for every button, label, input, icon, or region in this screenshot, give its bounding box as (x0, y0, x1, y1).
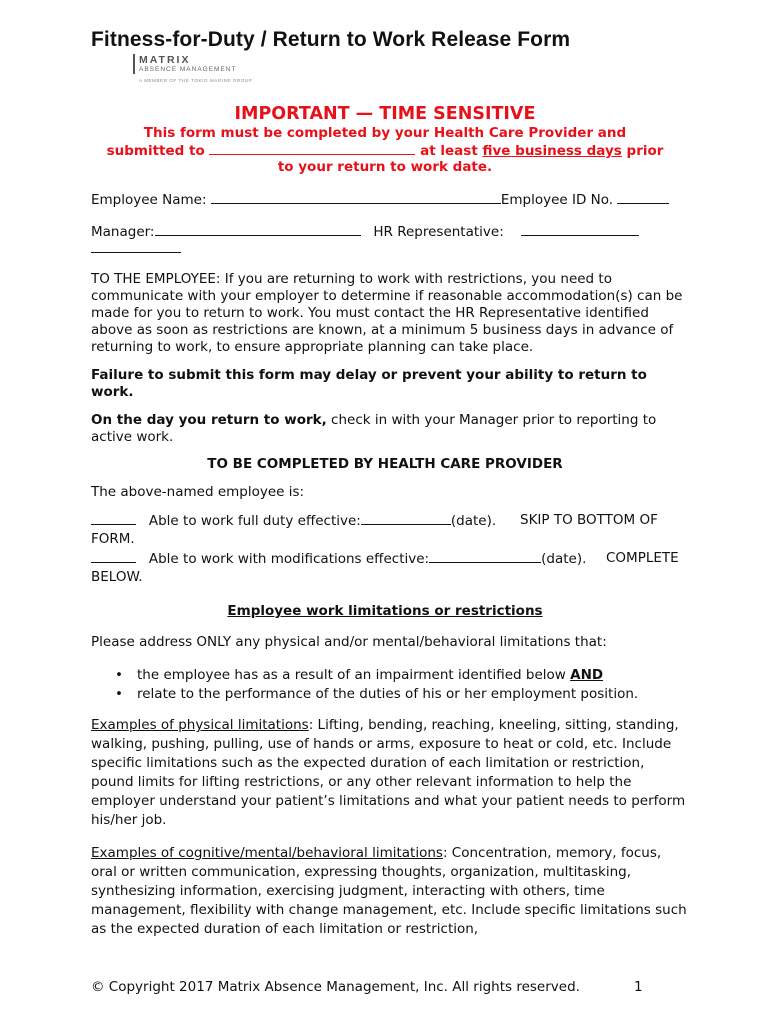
physical-limitations-paragraph (91, 716, 691, 830)
bullet-dot: • (115, 686, 123, 702)
logo-subtitle: ABSENCE MANAGEMENT (139, 66, 237, 73)
notice-submitted-to: submitted to (106, 143, 205, 159)
full-duty-check[interactable] (91, 512, 136, 525)
hr-rep-label: HR Representative: (373, 224, 504, 240)
notice-five-days: five business days (482, 143, 622, 159)
employee-name-field[interactable] (211, 191, 501, 204)
cognitive-limitations-label: Examples of cognitive/mental/behavioral limitations (91, 845, 443, 861)
manager-row (91, 223, 639, 241)
above-named-text: The above-named employee is: (91, 484, 305, 500)
full-duty-row (91, 512, 496, 530)
failure-paragraph: Failure to submit this form may delay or prevent your ability to return to work. (91, 367, 647, 400)
full-duty-date-label: (date). (450, 513, 497, 529)
bullet-dot: • (115, 667, 123, 683)
day-return-paragraph (91, 412, 683, 446)
physical-limitations-text: : Lifting, bending, reaching, kneeling, sitting, standing, walking, pushing, pulling, use of hands or arms, exposure to heat or cold, etc. Include specific limitations such as the expected duration of each limitation or restriction, pound limits for lifting restrictions, or any other relevant information to help the employer understand your patient’s limitations and what your patient needs to perform his/her job. (91, 717, 686, 828)
modified-duty-date-field[interactable] (429, 550, 541, 563)
form-title: Fitness-for-Duty / Return to Work Release Form (91, 28, 571, 51)
manager-label: Manager: (91, 224, 155, 240)
hr-rep-field[interactable] (521, 223, 639, 236)
hr-rep-field-continued (91, 240, 181, 258)
matrix-logo (133, 54, 293, 86)
logo-tagline: A MEMBER OF THE TOKIO MARINE GROUP (139, 78, 253, 83)
address-only-text: Please address ONLY any physical and/or mental/behavioral limitations that: (91, 634, 607, 650)
employee-id-label: Employee ID No. (500, 192, 614, 208)
important-heading: IMPORTANT — TIME SENSITIVE (234, 104, 536, 124)
logo-bar (133, 54, 135, 74)
bullet-item-1-and: AND (570, 667, 604, 683)
modified-duty-below: BELOW. (91, 569, 143, 585)
notice-line-2 (0, 142, 770, 159)
notice-at-least: at least (420, 143, 478, 159)
full-duty-form: FORM. (91, 531, 135, 547)
day-return-bold: On the day you return to work, (91, 412, 327, 428)
hcp-heading: TO BE COMPLETED BY HEALTH CARE PROVIDER (207, 456, 563, 472)
hr-rep-field-extra[interactable] (91, 240, 181, 253)
full-duty-skip: SKIP TO BOTTOM OF (520, 512, 658, 528)
bullet-item-1 (137, 667, 603, 683)
limitations-heading: Employee work limitations or restrictions (227, 603, 543, 619)
submit-to-blank[interactable] (209, 142, 415, 155)
modified-duty-date-label: (date). (541, 551, 587, 567)
copyright-footer: © Copyright 2017 Matrix Absence Management, Inc. All rights reserved. (91, 979, 580, 995)
modified-duty-complete: COMPLETE (606, 550, 679, 566)
day-return-text: check in with your Manager prior to reporting to active work. (91, 412, 657, 445)
bullet-item-1-text: the employee has as a result of an impairment identified below (137, 667, 571, 683)
manager-field[interactable] (155, 223, 361, 236)
notice-line-1: This form must be completed by your Health Care Provider and (143, 125, 627, 141)
notice-line-3: to your return to work date. (277, 159, 493, 175)
physical-limitations-label: Examples of physical limitations (91, 717, 309, 733)
page-number: 1 (634, 979, 643, 995)
employee-row (91, 191, 669, 209)
full-duty-label: Able to work full duty effective: (148, 513, 361, 529)
full-duty-date-field[interactable] (361, 512, 451, 525)
logo-name: MATRIX (139, 54, 191, 66)
modified-duty-label: Able to work with modifications effective: (148, 551, 430, 567)
employee-name-label: Employee Name: (91, 192, 207, 208)
cognitive-limitations-text: : Concentration, memory, focus, oral or written communication, expressing thoughts, organization, multitasking, synthesizing information, exercising judgment, interacting with others, time management, flexibility with change management, etc. Include specific limitations such as the expected duration of each limitation or restriction, (91, 845, 687, 937)
modified-duty-row (91, 550, 586, 568)
employee-id-field[interactable] (617, 191, 669, 204)
notice-prior: prior (626, 143, 664, 159)
bullet-item-2: relate to the performance of the duties of his or her employment position. (137, 686, 639, 702)
cognitive-limitations-paragraph (91, 844, 691, 939)
modified-duty-check[interactable] (91, 550, 136, 563)
to-employee-paragraph: TO THE EMPLOYEE: If you are returning to work with restrictions, you need to communicate with your employer to determine if reasonable accommodation(s) can be made for you to return to work. You must contact the HR Representative identified above as soon as restrictions are known, at a minimum 5 business days in advance of returning to work, to ensure appropriate planning can take place. (91, 271, 683, 355)
